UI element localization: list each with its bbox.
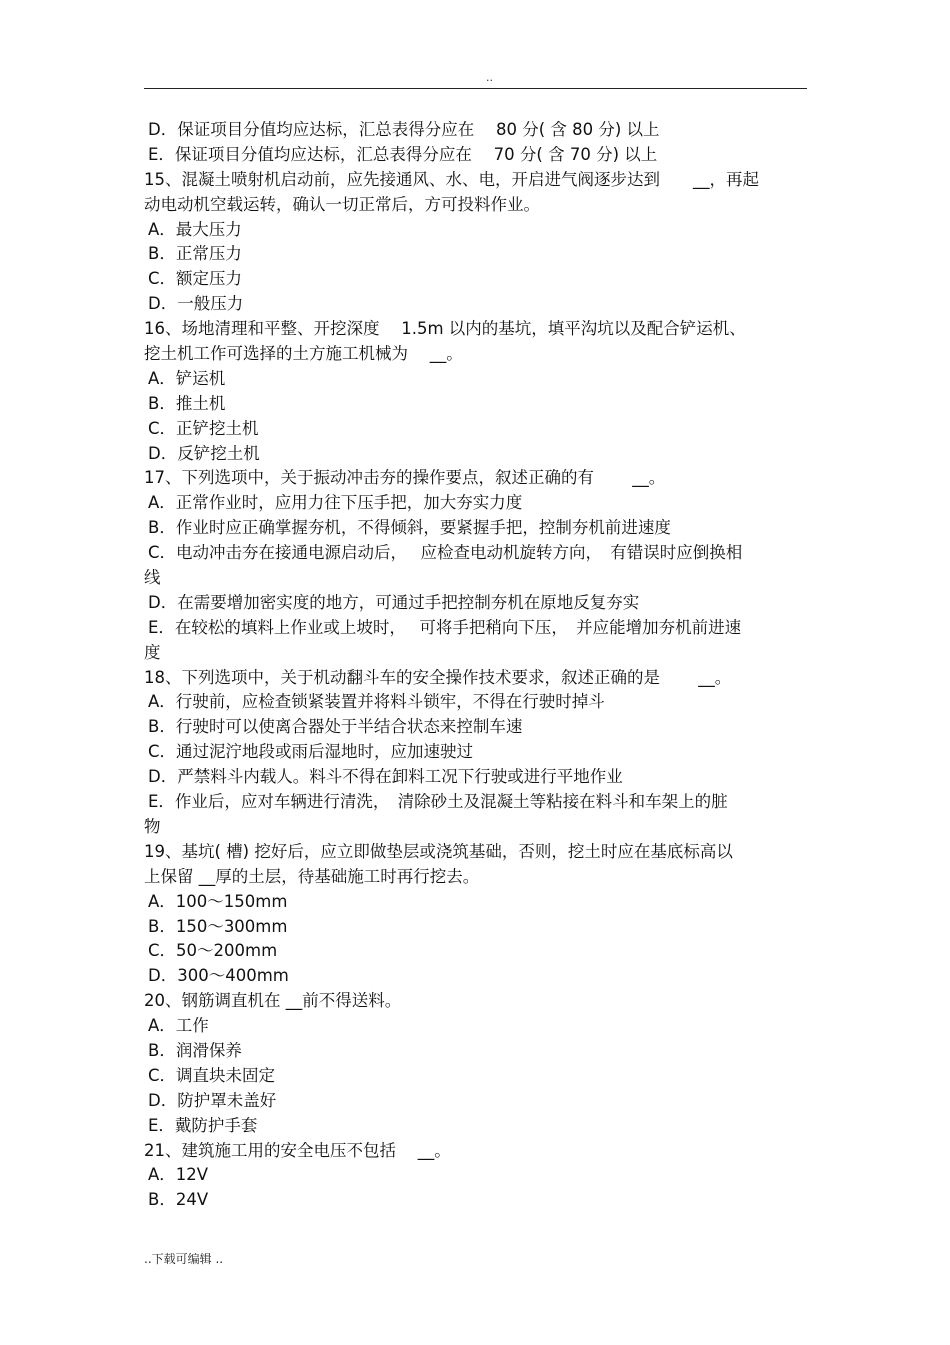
answer-option-line: A．最大压力	[148, 219, 242, 239]
question-text-line: 17、下列选项中，关于振动冲击夯的操作要点，叙述正确的有 __。	[144, 468, 666, 488]
header-mark: ..	[486, 71, 493, 84]
answer-option-line: A．100～150mm	[148, 891, 288, 911]
answer-option-line: E．戴防护手套	[148, 1115, 258, 1135]
question-text-line: 15、混凝土喷射机启动前，应先接通风、水、电，开启进气阀逐步达到 __，再起	[144, 169, 759, 189]
question-text-line: 18、下列选项中，关于机动翻斗车的安全操作技术要求，叙述正确的是 __。	[144, 667, 732, 687]
answer-option-line: A．正常作业时，应用力往下压手把，加大夯实力度	[148, 493, 523, 513]
answer-option-line: B．正常压力	[148, 244, 242, 264]
answer-option-line: D．防护罩未盖好	[148, 1090, 277, 1110]
header-rule	[144, 88, 807, 89]
question-text-line: 线	[144, 568, 161, 588]
answer-option-line: A．12V	[148, 1165, 209, 1185]
answer-option-line: B．150～300mm	[148, 916, 288, 936]
page-footer: ..下载可编辑 ..	[144, 1252, 224, 1266]
question-text-line: 动电动机空载运转，确认一切正常后，方可投料作业。	[144, 194, 540, 214]
question-text-line: 21、建筑施工用的安全电压不包括 __。	[144, 1140, 451, 1160]
answer-option-line: C．50～200mm	[148, 941, 278, 961]
answer-option-line: A．工作	[148, 1016, 209, 1036]
answer-option-line: C．电动冲击夯在接通电源启动后， 应检查电动机旋转方向， 有错误时应倒换相	[148, 543, 743, 563]
answer-option-line: C．通过泥泞地段或雨后湿地时，应加速驶过	[148, 742, 474, 762]
answer-option-line: B．推土机	[148, 393, 226, 413]
question-text-line: 挖土机工作可选择的土方施工机械为 __。	[144, 344, 463, 364]
answer-option-line: D．保证项目分值均应达标，汇总表得分应在 80 分( 含 80 分) 以上	[148, 120, 660, 139]
answer-option-line: E．在较松的填料上作业或上坡时， 可将手把稍向下压， 并应能增加夯机前进速	[148, 617, 742, 637]
answer-option-line: C．调直块未固定	[148, 1065, 276, 1085]
answer-option-line: B．行驶时可以使离合器处于半结合状态来控制车速	[148, 717, 523, 737]
answer-option-line: E．作业后，应对车辆进行清洗， 清除砂土及混凝土等粘接在料斗和车架上的脏	[148, 792, 728, 812]
answer-option-line: D．一般压力	[148, 294, 244, 314]
question-text-line: 上保留 __厚的土层，待基础施工时再行挖去。	[144, 866, 480, 886]
answer-option-line: A．行驶前，应检查锁紧装置并将料斗锁牢，不得在行驶时掉斗	[148, 692, 605, 712]
question-text-line: 物	[144, 816, 161, 836]
answer-option-line: A．铲运机	[148, 368, 226, 388]
answer-option-line: D．在需要增加密实度的地方，可通过手把控制夯机在原地反复夯实	[148, 592, 640, 612]
answer-option-line: D．300～400mm	[148, 966, 289, 986]
question-text-line: 16、场地清理和平整、开挖深度 1.5m 以内的基坑，填平沟坑以及配合铲运机、	[144, 319, 746, 339]
answer-option-line: C．正铲挖土机	[148, 418, 259, 438]
question-text-line: 19、基坑( 槽) 挖好后，应立即做垫层或浇筑基础，否则，挖土时应在基底标高以	[144, 841, 733, 861]
answer-option-line: E．保证项目分值均应达标，汇总表得分应在 70 分( 含 70 分) 以上	[148, 144, 658, 164]
question-text-line: 度	[144, 642, 161, 662]
answer-option-line: C．额定压力	[148, 269, 243, 289]
answer-option-line: B．24V	[148, 1190, 209, 1210]
answer-option-line: D．反铲挖土机	[148, 443, 260, 463]
answer-option-line: B．作业时应正确掌握夯机，不得倾斜，要紧握手把，控制夯机前进速度	[148, 518, 671, 538]
answer-option-line: D．严禁料斗内载人。料斗不得在卸料工况下行驶或进行平地作业	[148, 767, 623, 787]
question-text-line: 20、钢筋调直机在 __前不得送料。	[144, 991, 402, 1011]
document-body	[144, 118, 808, 1213]
answer-option-line: B．润滑保养	[148, 1040, 242, 1060]
